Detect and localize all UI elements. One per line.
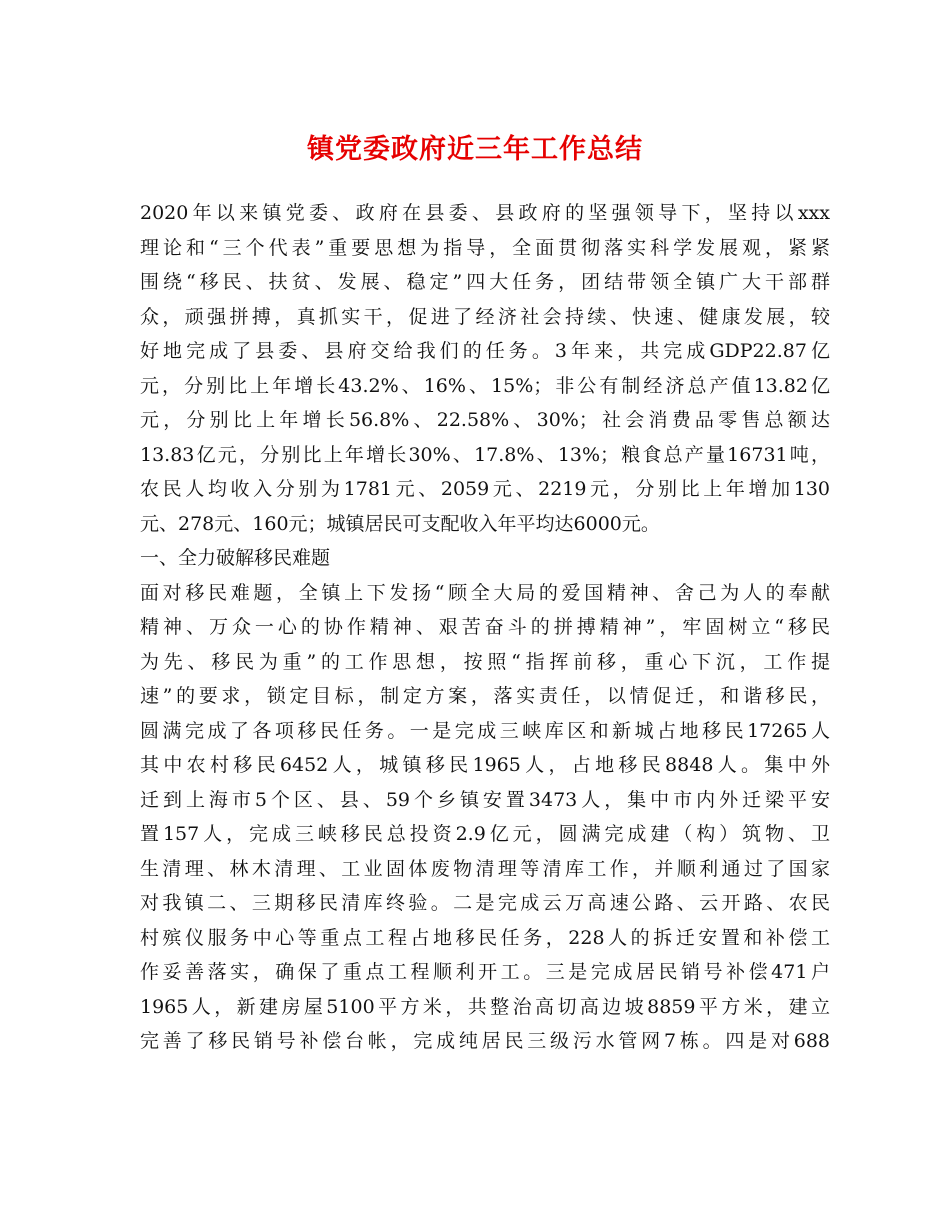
text-line: 生清理、林木清理、工业固体废物清理等清库工作，并顺利通过了国家	[140, 857, 830, 880]
text-line: 对我镇二、三期移民清库终验。二是完成云万高速公路、云开路、农民	[140, 892, 830, 914]
document-title: 镇党委政府近三年工作总结	[307, 134, 643, 165]
text-line: 元、278元、160元；城镇居民可支配收入年平均达6000元。	[140, 512, 660, 535]
text-line: 迁到上海市5个区、县、59个乡镇安置3473人，集中市内外迁梁平安	[140, 788, 830, 811]
text-line: 农民人均收入分别为1781元、2059元、2219元，分别比上年增加130	[140, 478, 830, 500]
text-line: 2020年以来镇党委、政府在县委、县政府的坚强领导下，坚持以xxx	[140, 202, 830, 224]
text-line: 面对移民难题，全镇上下发扬“顾全大局的爱国精神、舍己为人的奉献	[140, 581, 830, 604]
text-line: 13.83亿元，分别比上年增长30%、17.8%、13%；粮食总产量16731吨，	[140, 443, 830, 466]
text-line: 完善了移民销号补偿台帐，完成纯居民三级污水管网7栋。四是对688	[140, 1030, 830, 1052]
text-line: 圆满完成了各项移民任务。一是完成三峡库区和新城占地移民17265人	[140, 719, 830, 742]
text-line: 围绕“移民、扶贫、发展、稳定”四大任务，团结带领全镇广大干部群	[140, 271, 830, 293]
text-line: 1965人，新建房屋5100平方米，共整治高切高边坡8859平方米，建立	[140, 995, 830, 1018]
text-line: 村殡仪服务中心等重点工程占地移民任务，228人的拆迁安置和补偿工	[140, 926, 830, 949]
text-line: 速”的要求，锁定目标，制定方案，落实责任，以情促迁，和谐移民，	[140, 685, 830, 707]
text-line: 一、全力破解移民难题	[140, 547, 331, 569]
text-line: 为先、移民为重”的工作思想，按照“指挥前移，重心下沉，工作提	[140, 650, 830, 673]
document-body	[140, 196, 830, 1059]
text-line: 元，分别比上年增长43.2%、16%、15%；非公有制经济总产值13.82亿	[140, 374, 830, 397]
text-line: 置157人，完成三峡移民总投资2.9亿元，圆满完成建（构）筑物、卫	[140, 823, 830, 845]
text-line: 好地完成了县委、县府交给我们的任务。3年来，共完成GDP22.87亿	[140, 340, 830, 362]
text-line: 作妥善落实，确保了重点工程顺利开工。三是完成居民销号补偿471户	[140, 961, 830, 983]
text-line: 众，顽强拼搏，真抓实干，促进了经济社会持续、快速、健康发展，较	[140, 305, 830, 328]
text-line: 元，分别比上年增长56.8%、22.58%、30%；社会消费品零售总额达	[140, 409, 830, 431]
text-line: 其中农村移民6452人，城镇移民1965人，占地移民8848人。集中外	[140, 754, 830, 776]
text-line: 精神、万众一心的协作精神、艰苦奋斗的拼搏精神”，牢固树立“移民	[140, 616, 830, 638]
text-line: 理论和“三个代表”重要思想为指导，全面贯彻落实科学发展观，紧紧	[140, 236, 830, 259]
